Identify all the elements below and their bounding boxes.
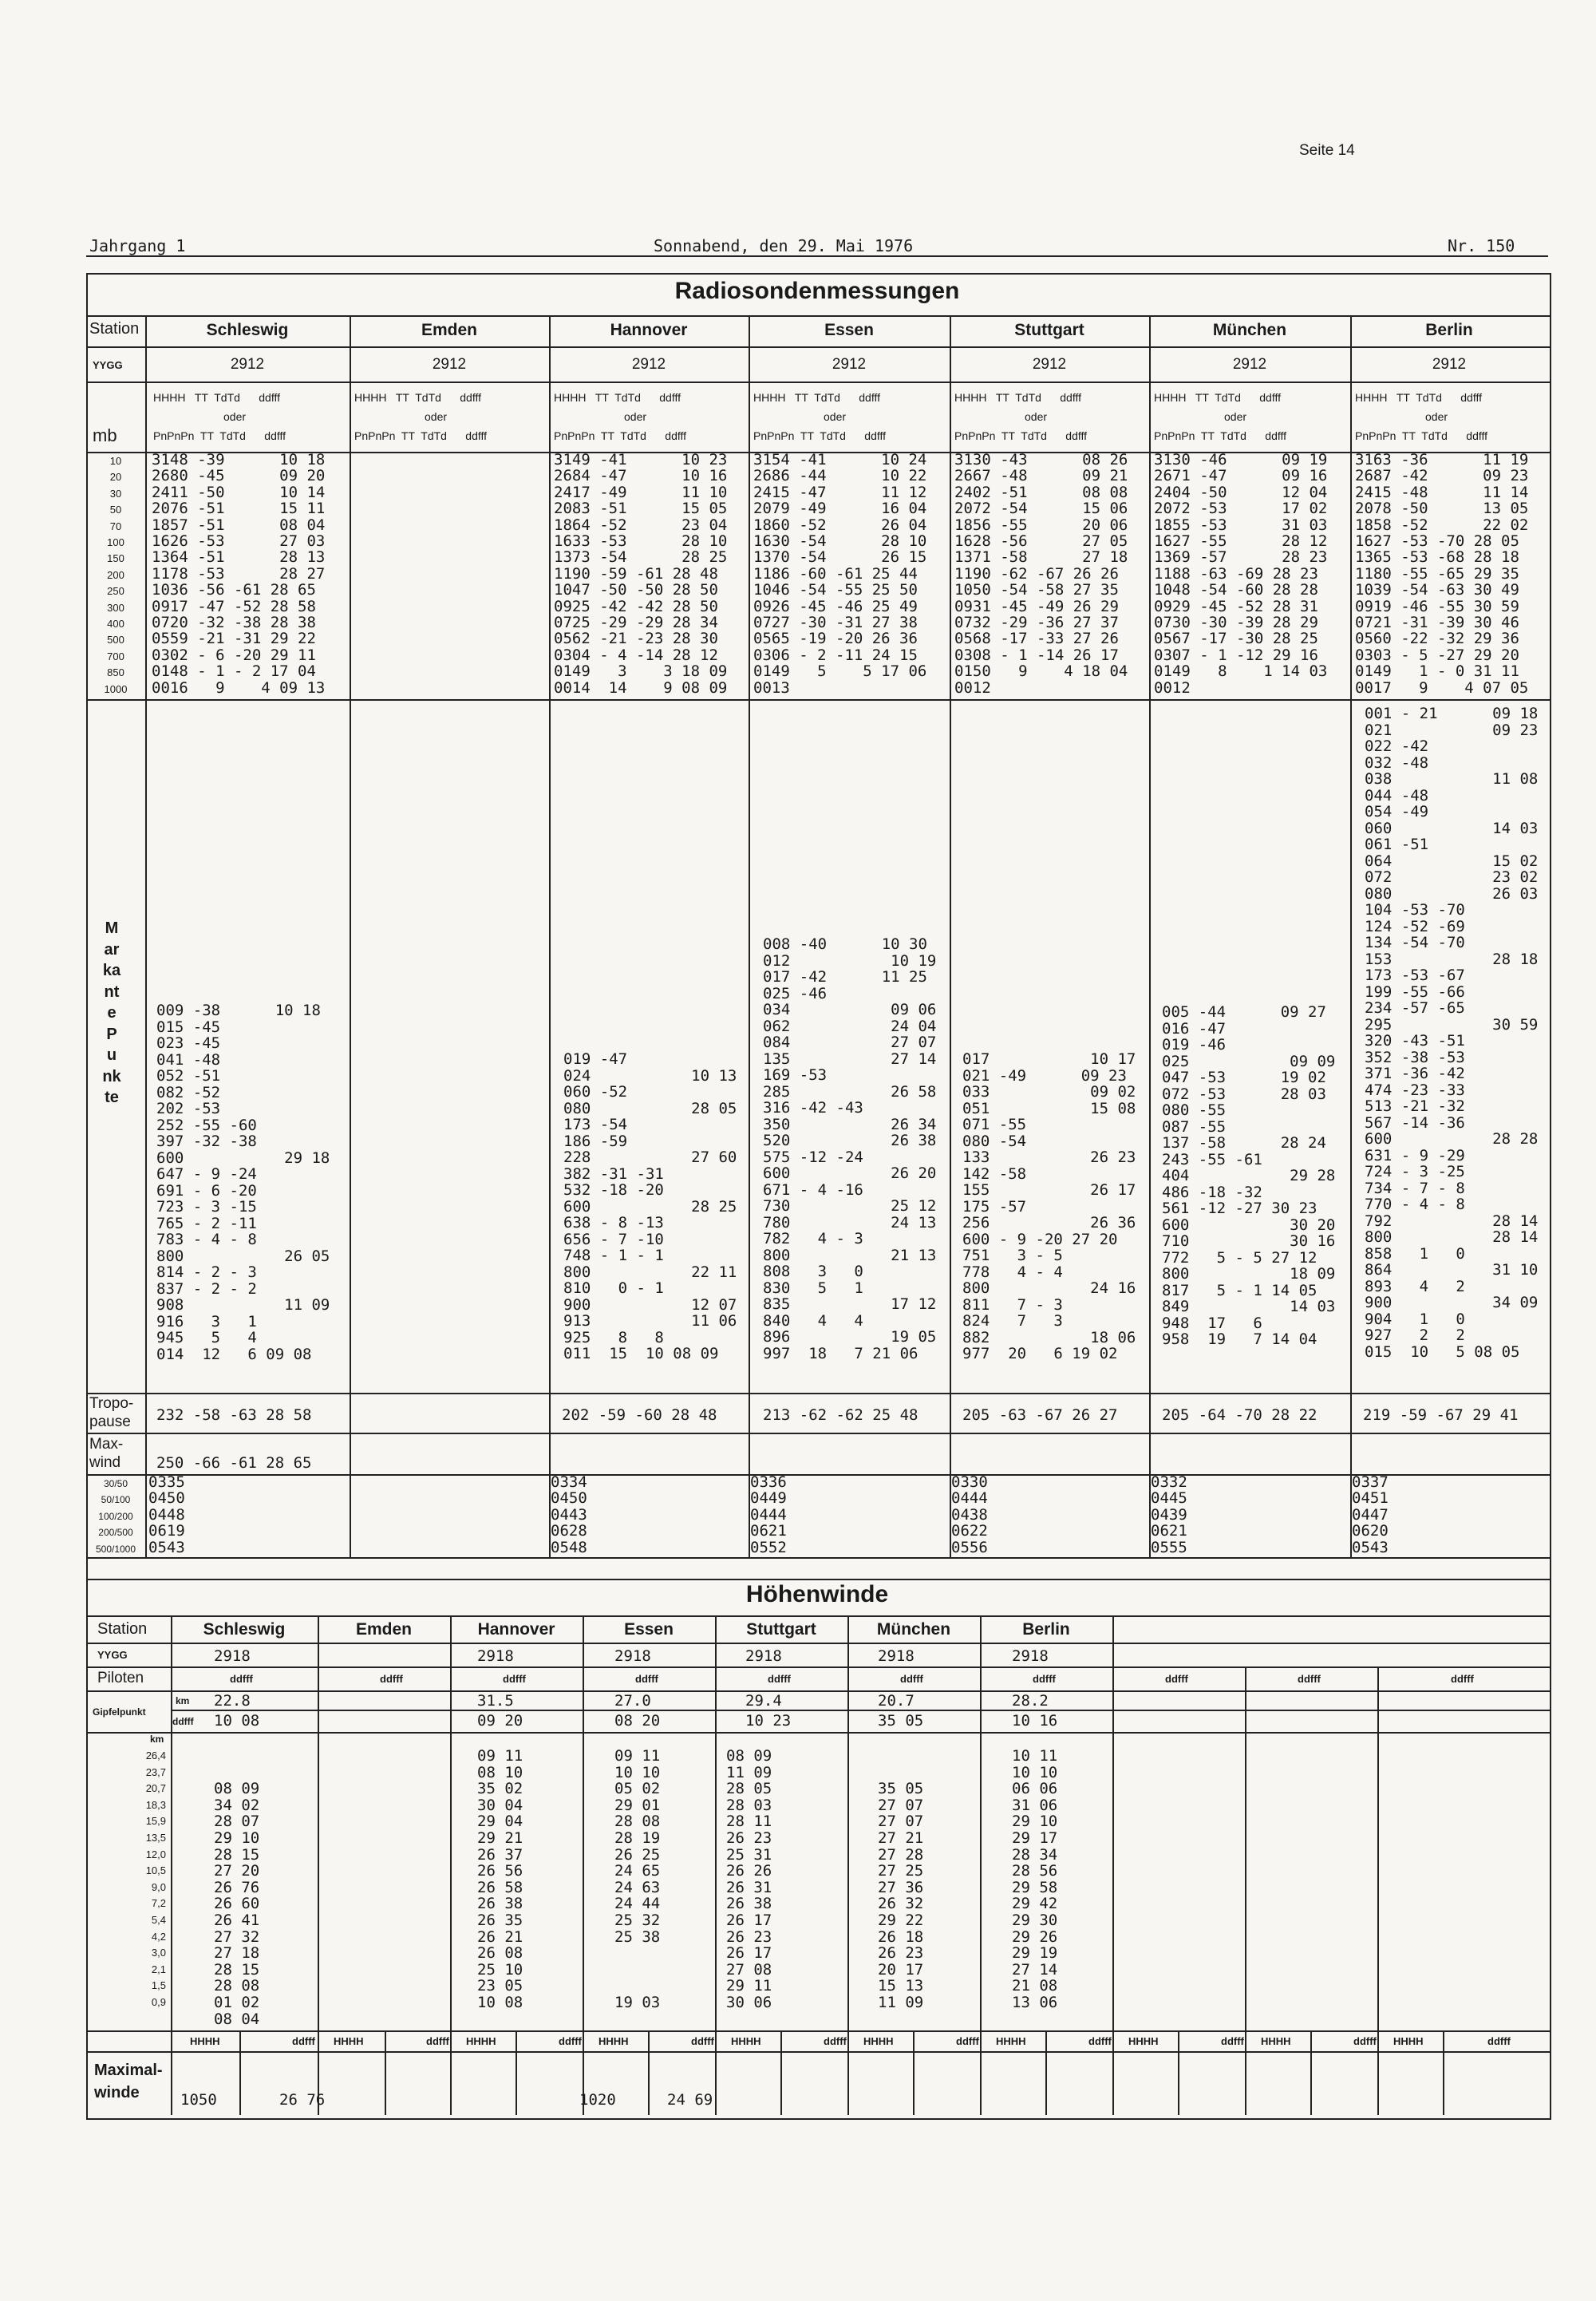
rs-vline-5	[1149, 315, 1151, 1557]
rs-colhead-a-3: HHHH TT TdTd ddfff	[554, 391, 681, 404]
rs-colhead-b-2: oder	[425, 410, 448, 423]
rs-maxwind-label: Max- wind	[89, 1436, 124, 1471]
rs-schichten-essen: 0336 0449 0444 0621 0552	[750, 1473, 787, 1556]
rs-mp-schleswig: 009 -38 10 18 015 -45 023 -45 041 -48 052 -51 082 -52 202 -53 252 -55 -60 397 -32 -38 600 29 18 647 - 9 -24 691 - 6 -20 723 - 3 -15 765 - 2 -11 783 - 4 - 8 800 26 05 814 - 2 - 3 837 - 2 - 2 908 11 09 916 3 1 945 5 4 014 12 6 09 08	[156, 1002, 330, 1363]
rs-mp-berlin: 001 - 21 09 18 021 09 23 022 -42 032 -48 038 11 08 044 -48 054 -49 060 14 03 061 -51 064 15 02 072 23 02 080 26 03 104 -53 -70 124 -52 -69 134 -54 -70 153 28 18 173 -53 -67 199 -55 -66 234 -57 -65 295 30 59 320 -43 -51 352 -38 -53 371 -36 -42 474 -23 -33 513 -21 -32 567 -14 -36 600 28 28 631 - 9 -29 724 - 3 -25 734 - 7 - 8 770 - 4 - 8 792 28 14 800 28 14 858 1 0 864 31 10 893 4 2 900 34 09 904 1 0 927 2 2 015 10 5 08 05	[1365, 705, 1539, 1361]
header-rule	[86, 255, 1548, 257]
hw-station-stuttgart: Stuttgart	[746, 1620, 816, 1639]
hw-max-ddfff-1: ddfff	[292, 2035, 315, 2047]
hw-levels-muenchen: 35 05 27 07 27 07 27 21 27 28 27 25 27 36 26 32 29 22 26 18 26 23 20 17 15 13 11 09	[878, 1780, 924, 2011]
header-date: Sonnabend, den 29. Mai 1976	[654, 236, 914, 255]
hw-max-hhhh-3: HHHH	[466, 2035, 496, 2047]
hw-gipfel-dd-muenchen: 35 05	[878, 1712, 924, 1730]
hw-rule-title	[86, 1615, 1550, 1617]
rs-colhead-c-7: PnPnPn TT TdTd ddfff	[1355, 429, 1488, 442]
rs-vline-label	[145, 315, 147, 1557]
hw-rule-gipfel	[86, 1732, 1550, 1734]
hw-levels-berlin: 10 11 10 10 06 06 31 06 29 10 29 17 28 34 28 56 29 58 29 42 29 30 29 26 29 19 27 14 21 08 13 06	[1012, 1747, 1058, 2011]
hw-ddfff-3: ddfff	[503, 1673, 526, 1685]
rs-station-muenchen: München	[1212, 321, 1287, 339]
rs-colhead-a-6: HHHH TT TdTd ddfff	[1154, 391, 1281, 404]
rs-colhead-c-2: PnPnPn TT TdTd ddfff	[354, 429, 488, 442]
hw-vline-2	[450, 1615, 452, 2115]
rs-station-stuttgart: Stuttgart	[1014, 321, 1084, 339]
hw-vline-max-5	[780, 2030, 782, 2115]
hw-rule-gipfel-mid	[171, 1710, 1550, 1711]
rs-station-essen: Essen	[824, 321, 874, 339]
rs-schichten-hannover: 0334 0450 0443 0628 0548	[551, 1473, 587, 1556]
rs-yygg-label: YYGG	[93, 359, 123, 371]
rs-schichten-muenchen: 0332 0445 0439 0621 0555	[1151, 1473, 1187, 1556]
rs-colhead-b-5: oder	[1025, 410, 1048, 423]
rs-colhead-c-6: PnPnPn TT TdTd ddfff	[1154, 429, 1287, 442]
rs-yygg-berlin: 2912	[1432, 356, 1467, 373]
hw-vline-max-1	[239, 2030, 241, 2115]
rs-yygg-emden: 2912	[432, 356, 467, 373]
hw-rule-top	[86, 1579, 1550, 1580]
hw-rule-piloten	[86, 1690, 1550, 1692]
rs-colhead-a-4: HHHH TT TdTd ddfff	[753, 391, 880, 404]
rs-std-berlin: 3163 -36 11 19 2687 -42 09 23 2415 -48 11 14 2078 -50 13 05 1858 -52 22 02 1627 -53 -70 28 05 1365 -53 -68 28 18 1180 -55 -65 29 35 1039 -54 -63 30 49 0919 -46 -55 30 59 0721 -31 -39 30 46 0560 -22 -32 29 36 0303 - 5 -27 29 20 0149 1 - 0 31 11 0017 9 4 07 05	[1355, 451, 1529, 697]
rs-colhead-b-6: oder	[1224, 410, 1247, 423]
rs-vline-2	[549, 315, 551, 1557]
hw-max-ddfff-8: ddfff	[1221, 2035, 1244, 2047]
hw-levels-schleswig: 08 09 34 02 28 07 29 10 28 15 27 20 26 76 26 60 26 41 27 32 27 18 28 15 28 08 01 02 08 04	[214, 1780, 260, 2028]
hw-max-ddfff-7: ddfff	[1088, 2035, 1112, 2047]
hw-max-hhhh-1: HHHH	[190, 2035, 220, 2047]
hoehenwinde-title: Höhenwinde	[745, 1581, 889, 1607]
rs-tropo-stuttgart: 205 -63 -67 26 27	[962, 1406, 1118, 1424]
hw-max-ddfff-3: ddfff	[559, 2035, 582, 2047]
hw-max-schleswig-ddfff: 26 76	[279, 2091, 326, 2109]
hw-yygg-schleswig: 2918	[214, 1647, 251, 1665]
hw-rule-max-head	[86, 2051, 1550, 2053]
hw-levels-stuttgart: 08 09 11 09 28 05 28 03 28 11 26 23 25 31 26 26 26 31 26 38 26 17 26 23 26 17 27 08 29 11 30 06	[726, 1747, 772, 2011]
rs-yygg-schleswig: 2912	[230, 356, 265, 373]
hw-max-ddfff-9: ddfff	[1353, 2035, 1377, 2047]
rs-yygg-stuttgart: 2912	[1032, 356, 1067, 373]
rs-colhead-c-3: PnPnPn TT TdTd ddfff	[554, 429, 687, 442]
rs-tropo-muenchen: 205 -64 -70 28 22	[1162, 1406, 1317, 1424]
hw-vline-5	[847, 1615, 849, 2115]
hw-gipfel-km-unit: km	[176, 1695, 190, 1706]
hw-max-hhhh-4: HHHH	[598, 2035, 629, 2047]
rs-std-essen: 3154 -41 10 24 2686 -44 10 22 2415 -47 11 12 2079 -49 16 04 1860 -52 26 04 1630 -54 28 10 1370 -54 26 15 1186 -60 -61 25 44 1046 -54 -55 25 50 0926 -45 -46 25 49 0727 -30 -31 27 38 0565 -19 -20 26 36 0306 - 2 -11 24 15 0149 5 5 17 06 0013	[753, 451, 927, 697]
rs-schichten-stuttgart: 0330 0444 0438 0622 0556	[951, 1473, 988, 1556]
hw-km-header: km	[150, 1734, 164, 1745]
hw-gipfel-dd-hannover: 09 20	[477, 1712, 523, 1730]
hw-ddfff-7: ddfff	[1033, 1673, 1056, 1685]
hw-gipfel-label: Gipfelpunkt	[93, 1706, 146, 1718]
rs-station-label: Station	[89, 320, 140, 338]
hw-gipfel-km-berlin: 28.2	[1012, 1692, 1049, 1710]
rs-std-muenchen: 3130 -46 09 19 2671 -47 09 16 2404 -50 12 04 2072 -53 17 02 1855 -53 31 03 1627 -55 28 12 1369 -57 28 23 1188 -63 -69 28 23 1048 -54 -60 28 28 0929 -45 -52 28 31 0730 -30 -39 28 29 0567 -17 -30 28 25 0307 - 1 -12 29 16 0149 8 1 14 03 0012	[1154, 451, 1328, 697]
hw-piloten-label: Piloten	[97, 1670, 144, 1686]
hw-max-ddfff-2: ddfff	[426, 2035, 449, 2047]
rs-markante-punkte-label	[102, 918, 121, 1109]
rs-station-emden: Emden	[421, 321, 477, 339]
rs-colhead-a-5: HHHH TT TdTd ddfff	[954, 391, 1081, 404]
hw-gipfel-dd-stuttgart: 10 23	[745, 1712, 792, 1730]
hw-max-hhhh-10: HHHH	[1393, 2035, 1424, 2047]
hw-yygg-label: YYGG	[97, 1649, 128, 1661]
rs-schichten-berlin: 0337 0451 0447 0620 0543	[1352, 1473, 1389, 1556]
rs-yygg-muenchen: 2912	[1232, 356, 1267, 373]
hw-max-hhhh-8: HHHH	[1128, 2035, 1159, 2047]
rs-tropo-label: Tropo- pause	[89, 1395, 134, 1430]
rs-vline-4	[950, 315, 951, 1557]
rs-markante-punkte-text: Markante Punkte	[102, 919, 121, 1106]
hw-station-label: Station	[97, 1620, 148, 1638]
hw-vline-7	[1112, 1615, 1114, 2115]
hw-station-schleswig: Schleswig	[203, 1620, 286, 1639]
rs-tropo-berlin: 219 -59 -67 29 41	[1363, 1406, 1519, 1424]
hw-vline-max-9	[1310, 2030, 1312, 2115]
rs-rule-tropo-end	[86, 1433, 1550, 1434]
hw-vline-label	[171, 1615, 172, 2115]
hw-ddfff-6: ddfff	[900, 1673, 923, 1685]
hw-rule-yygg	[86, 1666, 1550, 1668]
rs-station-hannover: Hannover	[610, 321, 688, 339]
rs-colhead-c-4: PnPnPn TT TdTd ddfff	[753, 429, 887, 442]
hw-max-hhhh-9: HHHH	[1261, 2035, 1291, 2047]
rs-yygg-essen: 2912	[832, 356, 867, 373]
hw-ddfff-4: ddfff	[635, 1673, 658, 1685]
hw-rule-station	[86, 1643, 1550, 1644]
hw-vline-4	[715, 1615, 717, 2115]
rs-yygg-hannover: 2912	[631, 356, 666, 373]
rs-schichten-labels: 30/50 50/100 100/200 200/500 500/1000	[95, 1478, 136, 1555]
hw-max-hannover-hhhh: 1020	[579, 2091, 616, 2109]
rs-rule-std-end	[86, 699, 1550, 701]
rs-mp-hannover: 019 -47 024 10 13 060 -52 080 28 05 173 -54 186 -59 228 27 60 382 -31 -31 532 -18 -20 600 28 25 638 - 8 -13 656 - 7 -10 748 - 1 - 1 800 22 11 810 0 - 1 900 12 07 913 11 06 925 8 8 011 15 10 08 09	[563, 1050, 737, 1362]
hw-vline-max-6	[913, 2030, 915, 2115]
rs-mp-stuttgart: 017 10 17 021 -49 09 23 033 09 02 051 15 08 071 -55 080 -54 133 26 23 142 -58 155 26 17 175 -57 256 26 36 600 - 9 -20 27 20 751 3 - 5 778 4 - 4 800 24 16 811 7 - 3 824 7 3 882 18 06 977 20 6 19 02	[962, 1050, 1136, 1362]
hw-station-hannover: Hannover	[477, 1620, 555, 1639]
rs-mb-label: mb	[93, 425, 117, 445]
rs-colhead-b-3: oder	[624, 410, 647, 423]
rs-rule-mp-end	[86, 1393, 1550, 1394]
rs-colhead-a-2: HHHH TT TdTd ddfff	[354, 391, 481, 404]
hw-station-berlin: Berlin	[1022, 1620, 1070, 1639]
rs-colhead-b-4: oder	[824, 410, 847, 423]
hw-max-ddfff-10: ddfff	[1487, 2035, 1511, 2047]
rs-std-stuttgart: 3130 -43 08 26 2667 -48 09 21 2402 -51 08 08 2072 -54 15 06 1856 -55 20 06 1628 -56 27 05 1371 -58 27 18 1190 -62 -67 26 26 1050 -54 -58 27 35 0931 -45 -49 26 29 0732 -29 -36 27 37 0568 -17 -33 27 26 0308 - 1 -14 26 17 0150 9 4 18 04 0012	[954, 451, 1128, 697]
radiosonde-title: Radiosondenmessungen	[674, 278, 960, 304]
header-jahrgang: Jahrgang 1	[89, 236, 186, 255]
hw-station-muenchen: München	[876, 1620, 951, 1639]
hw-vline-max-4	[648, 2030, 650, 2115]
rs-mp-muenchen: 005 -44 09 27 016 -47 019 -46 025 09 09 047 -53 19 02 072 -53 28 03 080 -55 087 -55 137 -58 28 24 243 -55 -61 404 29 28 486 -18 -32 561 -12 -27 30 23 600 30 20 710 30 16 772 5 - 5 27 12 800 18 09 817 5 - 1 14 05 849 14 03 948 17 6 958 19 7 14 04	[1162, 1003, 1336, 1348]
hw-ddfff-2: ddfff	[380, 1673, 403, 1685]
rs-rule-schichten-end	[86, 1557, 1550, 1559]
rs-vline-1	[350, 315, 351, 1557]
hw-station-emden: Emden	[355, 1620, 412, 1639]
header-issue: Nr. 150	[1448, 236, 1515, 255]
rs-station-schleswig: Schleswig	[206, 321, 289, 339]
hw-gipfel-km-muenchen: 20.7	[878, 1692, 915, 1710]
rs-rule-yygg	[86, 382, 1550, 383]
hw-ddfff-5: ddfff	[768, 1673, 791, 1685]
hw-gipfel-dd-essen: 08 20	[614, 1712, 661, 1730]
hw-yygg-essen: 2918	[614, 1647, 651, 1665]
hw-max-hhhh-7: HHHH	[996, 2035, 1026, 2047]
rs-colhead-b-1: oder	[223, 410, 247, 423]
hw-vline-6	[980, 1615, 982, 2115]
hw-maximalwinde-label: Maximal- winde	[94, 2062, 163, 2101]
rs-tropo-essen: 213 -62 -62 25 48	[763, 1406, 918, 1424]
hw-vline-max-7	[1045, 2030, 1047, 2115]
hw-vline-max-10	[1443, 2030, 1444, 2115]
hw-station-essen: Essen	[624, 1620, 674, 1639]
rs-colhead-c-5: PnPnPn TT TdTd ddfff	[954, 429, 1088, 442]
rs-schichten-schleswig: 0335 0450 0448 0619 0543	[148, 1473, 185, 1556]
rs-vline-6	[1350, 315, 1352, 1557]
hw-gipfel-km-stuttgart: 29.4	[745, 1692, 782, 1710]
hw-max-hhhh-2: HHHH	[334, 2035, 364, 2047]
rs-mp-essen: 008 -40 10 30 012 10 19 017 -42 11 25 025 -46 034 09 06 062 24 04 084 27 07 135 27 14 169 -53 285 26 58 316 -42 -43 350 26 34 520 26 38 575 -12 -24 600 26 20 671 - 4 -16 730 25 12 780 24 13 782 4 - 3 800 21 13 808 3 0 830 5 1 835 17 12 840 4 4 896 19 05 997 18 7 21 06	[763, 935, 937, 1362]
rs-colhead-a-7: HHHH TT TdTd ddfff	[1355, 391, 1482, 404]
hw-vline-max-2	[385, 2030, 386, 2115]
hw-ddfff-8: ddfff	[1165, 1673, 1188, 1685]
hw-vline-3	[583, 1615, 584, 2115]
hw-vline-max-8	[1178, 2030, 1179, 2115]
rs-vline-3	[749, 315, 750, 1557]
hw-yygg-stuttgart: 2918	[745, 1647, 782, 1665]
page-number: Seite 14	[1299, 142, 1355, 159]
hw-gipfel-dd-unit: ddfff	[172, 1716, 194, 1727]
hw-gipfel-dd-berlin: 10 16	[1012, 1712, 1058, 1730]
hw-vline-9	[1377, 1666, 1379, 2115]
rs-std-hannover: 3149 -41 10 23 2684 -47 10 16 2417 -49 11 10 2083 -51 15 05 1864 -52 23 04 1633 -53 28 10 1373 -54 28 25 1190 -59 -61 28 48 1047 -50 -50 28 50 0925 -42 -42 28 50 0725 -29 -29 28 34 0562 -21 -23 28 30 0304 - 4 -14 28 12 0149 3 3 18 09 0014 14 9 08 09	[554, 451, 728, 697]
rs-colhead-c-1: PnPnPn TT TdTd ddfff	[153, 429, 286, 442]
hw-levels-hannover: 09 11 08 10 35 02 30 04 29 04 29 21 26 37 26 56 26 58 26 38 26 35 26 21 26 08 25 10 23 05 10 08	[477, 1747, 523, 2011]
hw-max-ddfff-5: ddfff	[824, 2035, 847, 2047]
rs-rule-top	[86, 315, 1550, 317]
hw-vline-1	[318, 1615, 319, 2115]
hw-ddfff-10: ddfff	[1451, 1673, 1474, 1685]
rs-mb-levels: 10 20 30 50 70 100 150 200 250 300 400 500 700 850 1000	[104, 455, 128, 695]
hw-ddfff-1: ddfff	[230, 1673, 253, 1685]
hw-gipfel-km-schleswig: 22.8	[214, 1692, 251, 1710]
hw-max-hhhh-6: HHHH	[863, 2035, 894, 2047]
hw-yygg-berlin: 2918	[1012, 1647, 1049, 1665]
rs-rule-maxwind-end	[86, 1474, 1550, 1476]
rs-rule-station	[86, 346, 1550, 348]
hw-gipfel-km-hannover: 31.5	[477, 1692, 514, 1710]
hw-max-ddfff-4: ddfff	[691, 2035, 714, 2047]
rs-tropo-schleswig: 232 -58 -63 28 58	[156, 1406, 312, 1424]
hw-yygg-muenchen: 2918	[878, 1647, 915, 1665]
rs-maxwind-schleswig: 250 -66 -61 28 65	[156, 1454, 312, 1472]
rs-colhead-a-1: HHHH TT TdTd ddfff	[153, 391, 280, 404]
hw-rule-levels-end	[86, 2030, 1550, 2032]
hw-max-hannover-ddfff: 24 69	[667, 2091, 713, 2109]
hw-ddfff-9: ddfff	[1298, 1673, 1321, 1685]
hw-levels-essen: 09 11 10 10 05 02 29 01 28 08 28 19 26 25 24 65 24 63 24 44 25 32 25 38 19 03	[614, 1747, 661, 2011]
rs-std-schleswig: 3148 -39 10 18 2680 -45 09 20 2411 -50 10 14 2076 -51 15 11 1857 -51 08 04 1626 -53 27 03 1364 -51 28 13 1178 -53 28 27 1036 -56 -61 28 65 0917 -47 -52 28 58 0720 -32 -38 28 38 0559 -21 -31 29 22 0302 - 6 -20 29 11 0148 - 1 - 2 17 04 0016 9 4 09 13	[152, 451, 326, 697]
hw-max-hhhh-5: HHHH	[731, 2035, 761, 2047]
rs-tropo-hannover: 202 -59 -60 28 48	[562, 1406, 717, 1424]
rs-colhead-b-7: oder	[1425, 410, 1448, 423]
hw-vline-8	[1245, 1666, 1246, 2115]
hw-gipfel-km-essen: 27.0	[614, 1692, 651, 1710]
hw-max-schleswig-hhhh: 1050	[180, 2091, 217, 2109]
hw-gipfel-dd-schleswig: 10 08	[214, 1712, 260, 1730]
hw-yygg-hannover: 2918	[477, 1647, 514, 1665]
hw-vline-max-3	[516, 2030, 517, 2115]
hw-km-levels: 26,4 23,7 20,7 18,3 15,9 13,5 12,0 10,5 9,0 7,2 5,4 4,2 3,0 2,1 1,5 0,9	[145, 1749, 166, 2008]
rs-station-berlin: Berlin	[1425, 321, 1473, 339]
hw-max-ddfff-6: ddfff	[956, 2035, 979, 2047]
